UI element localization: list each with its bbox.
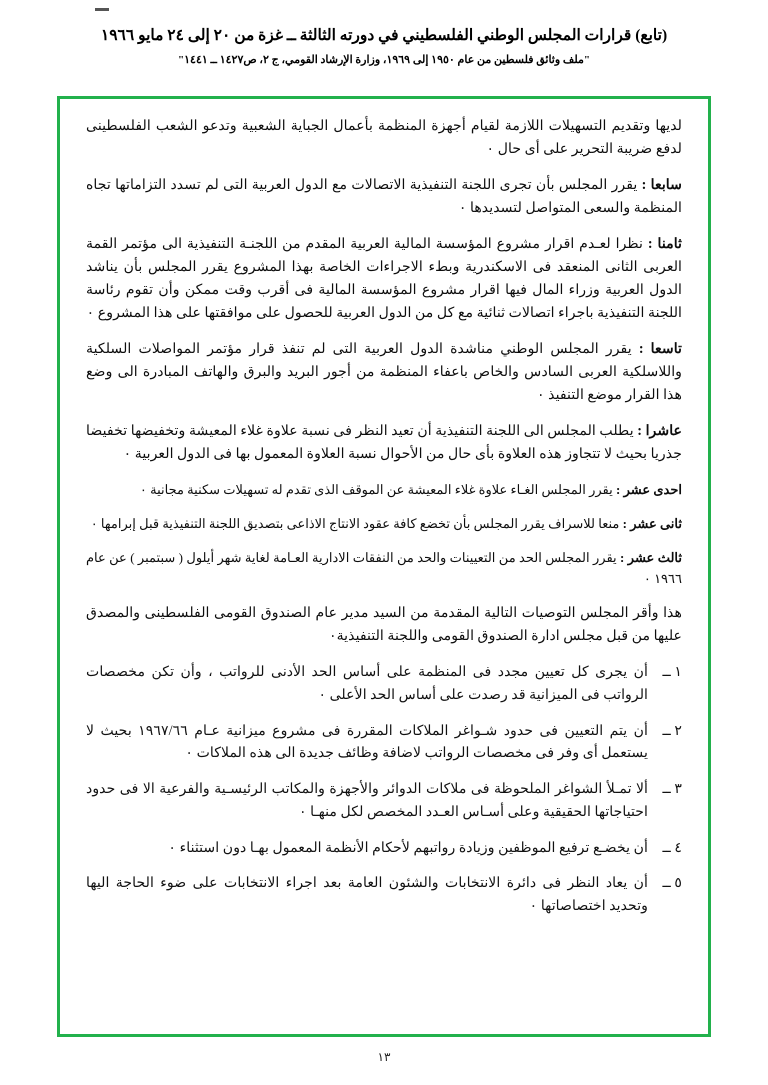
list-item-number: ٥ ــ bbox=[662, 875, 682, 892]
paragraph-text: يقرر المجلس بأن تجرى اللجنة التنفيذية الاتصالات مع الدول العربية التى لم تسدد التزاماتها تجاه المنظمة والسعى المتواصل لتسديدها ٠ bbox=[86, 177, 682, 216]
clause-label: سابعا : bbox=[641, 177, 682, 193]
paragraph-text: يقرر المجلس الوطني مناشدة الدول العربية التى لم تنفذ قرار مؤتمر المواصلات السلكية واللاسلكية العربى السادس والخاص باعفاء المنظمة من أجور البريد والبرق والهاتف المبادرة الى وضع هذا القرار موضع التنفيذ ٠ bbox=[86, 341, 682, 403]
document-body bbox=[60, 99, 708, 941]
page-number: ١٣ bbox=[377, 1050, 391, 1064]
paragraph-clause-9 bbox=[86, 338, 682, 407]
list-item-text: ألا تمـلأ الشواغر الملحوظة فى ملاكات الدوائر والأجهزة والمكاتب الرئيسـية والفرعية الا فى حدود احتياجاتها الحقيقية وعلى أسـاس العـدد المخصص لكل منهـا ٠ bbox=[86, 781, 648, 820]
paragraph-clause-10 bbox=[86, 420, 682, 466]
list-item-text: أن يجرى كل تعيين مجدد فى المنظمة على أساس الحد الأدنى للرواتب ، وأن تكن مخصصات الرواتب فى الميزانية قد رصدت على أساس الحد الأعلى ٠ bbox=[86, 664, 648, 703]
paragraph-clause-12 bbox=[86, 513, 682, 534]
recommendations-list bbox=[86, 661, 682, 917]
clause-label: ثامنا : bbox=[647, 236, 683, 252]
list-item-number: ٤ ــ bbox=[662, 839, 682, 856]
paragraph-text: يقرر المجلس الغـاء علاوة غلاء المعيشة عن الموقف الذى تقدم له تسهيلات سكنية مجانية ٠ bbox=[139, 482, 613, 497]
list-item-text: أن يعاد النظر فى دائرة الانتخابات والشئون العامة بعد اجراء الانتخابات على ضوء الحاجة اليها وتحديد اختصاصاتها ٠ bbox=[86, 875, 648, 914]
list-item bbox=[86, 837, 682, 860]
clause-label: تاسعا : bbox=[638, 341, 682, 357]
paragraph-text: هذا وأقر المجلس التوصيات التالية المقدمة من السيد مدير عام الصندوق القومى الفلسطينى والمصدق عليها من قبل مجلس ادارة الصندوق القومى واللجنة التنفيذية٠ bbox=[86, 605, 682, 645]
content-frame bbox=[57, 96, 711, 1037]
clause-label: ثالث عشر : bbox=[620, 550, 682, 566]
list-item bbox=[86, 661, 682, 706]
list-item bbox=[86, 872, 682, 917]
clause-label: احدى عشر : bbox=[615, 482, 682, 497]
paragraph-clause-7 bbox=[86, 174, 682, 220]
list-item-number: ٣ ــ bbox=[662, 781, 682, 798]
list-item bbox=[86, 778, 682, 823]
paragraph-text: منعا للاسراف يقرر المجلس بأن تخضع كافة عقود الانتاج الاذاعى بتصديق اللجنة التنفيذية قبل إبرامها ٠ bbox=[90, 516, 620, 532]
paragraph-clause-13 bbox=[86, 547, 682, 589]
paragraph-clause-8 bbox=[86, 233, 682, 325]
clause-label: ثانى عشر : bbox=[622, 516, 682, 532]
paragraph-text: نظرا لعـدم اقرار مشروع المؤسسة المالية العربية المقدم من اللجنـة التنفيذية الى مؤتمر القمة العربى الثانى المنعقد فى الاسكندرية وبطء الاجراءات الخاصة بهذا المشروع يقرر المجلس بأن يناشد الدول العربية وزراء المال فيها اقرار مشروع المؤسسة المالية فى أقرب وقت ممكن وأن تقوم رئاسة اللجنة التنفيذية باجراء اتصالات ثنائية مع كل من الدول العربية للحصول على موافقتها على هذا المشروع ٠ bbox=[86, 236, 682, 321]
list-item-number: ١ ــ bbox=[662, 664, 682, 681]
paragraph-clause-11 bbox=[86, 479, 682, 500]
list-item-number: ٢ ــ bbox=[662, 722, 682, 739]
paragraph-text: يقرر المجلس الحد من التعيينات والحد من النفقات الادارية العـامة لغاية شهر أيلول ( سبتمبر ) عن عام ١٩٦٦ ٠ bbox=[86, 550, 682, 587]
page-source-note: "ملف وثائق فلسطين من عام ١٩٥٠ إلى ١٩٦٩، وزارة الإرشاد القومي، ج ٢، ص١٤٢٧ ــ ١٤٤١" bbox=[178, 54, 590, 67]
paragraph-recommendations-intro bbox=[86, 602, 682, 648]
top-edge-mark bbox=[95, 8, 109, 11]
clause-label: عاشرا : bbox=[637, 423, 683, 439]
list-item-text: أن يخضـع ترفيع الموظفين وزيادة رواتبهم لأحكام الأنظمة المعمول بهـا دون استثناء ٠ bbox=[168, 839, 648, 856]
page-header bbox=[0, 0, 768, 67]
paragraph-text: يطلب المجلس الى اللجنة التنفيذية أن تعيد النظر فى نسبة علاوة غلاء المعيشة وتخفيضها تخفيضا جذريا بحيث لا تتجاوز هذه العلاوة بأى حال من الأحوال نسبة العلاوة المعمول بها فى الدول العربية ٠ bbox=[86, 423, 682, 462]
page-title: (تابع) قرارات المجلس الوطني الفلسطيني في دورته الثالثة ــ غزة من ٢٠ إلى ٢٤ مايو ١٩٦٦ bbox=[100, 27, 668, 44]
list-item-text: أن يتم التعيين فى حدود شـواغر الملاكات المقررة فى مشروع ميزانية عـام ١٩٦٧/٦٦ بحيث لا يستعمل أى وفر فى مخصصات الرواتب لاضافة وظائف جديدة الى هذه الملاكات ٠ bbox=[86, 722, 648, 762]
paragraph-continuation bbox=[86, 115, 682, 161]
paragraph-text: لديها وتقديم التسهيلات اللازمة لقيام أجهزة المنظمة بأعمال الجباية الشعبية وتدعو الشعب الفلسطينى لدفع ضريبة التحرير على أى حال ٠ bbox=[86, 118, 682, 157]
list-item bbox=[86, 720, 682, 765]
